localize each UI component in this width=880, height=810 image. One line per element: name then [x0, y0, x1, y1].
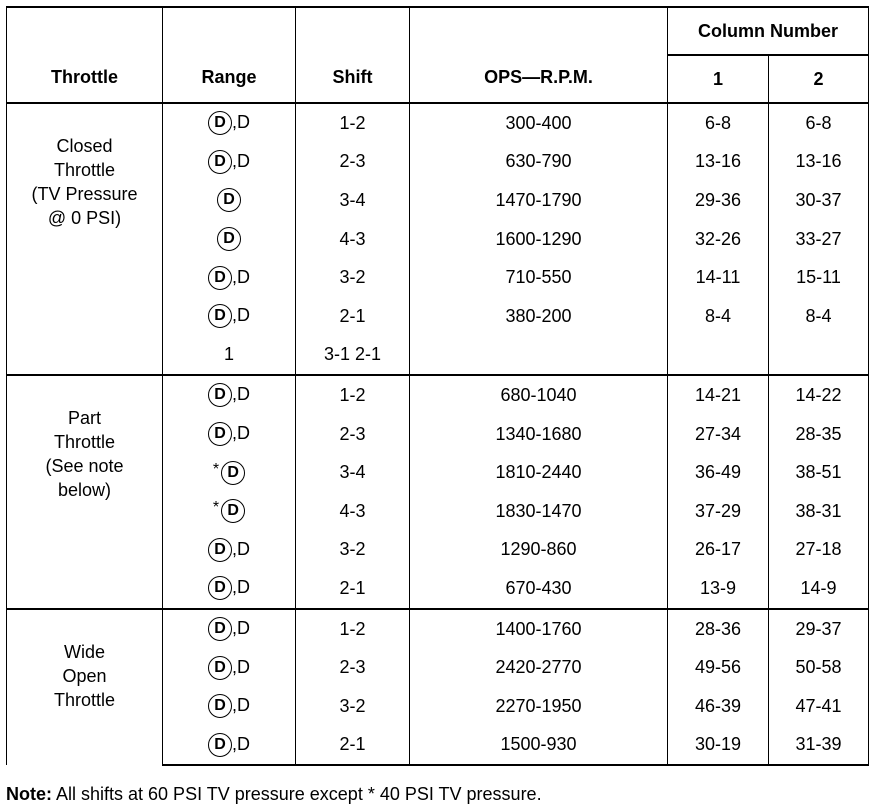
shift-cell: 3-2: [296, 531, 410, 570]
ops-rpm-cell: 300-400: [410, 103, 668, 143]
shift-speed-table: [6, 6, 869, 766]
column-2-cell: 47-41: [769, 687, 869, 726]
throttle-line: (See note: [45, 456, 124, 477]
throttle-line: below): [57, 480, 112, 501]
table-body: [7, 103, 869, 765]
header-ops-rpm: OPS—R.P.M.: [410, 7, 668, 103]
throttle-line: Part: [67, 408, 101, 429]
column-2-cell: 38-31: [769, 492, 869, 531]
range-extra: ,D: [232, 694, 250, 715]
circled-d-icon: D: [208, 733, 232, 757]
throttle-line: Closed: [56, 136, 113, 156]
shift-cell: 2-1: [296, 569, 410, 609]
circled-d-icon: D: [208, 266, 232, 290]
column-1-cell: 32-26: [668, 220, 769, 259]
shift-cell: 2-3: [296, 143, 410, 182]
column-2-cell: 15-11: [769, 258, 869, 297]
circled-d-icon: D: [208, 304, 232, 328]
asterisk-marker: *: [212, 499, 220, 517]
range-cell: [163, 726, 296, 766]
range-cell: [163, 415, 296, 454]
asterisk-marker: *: [212, 460, 220, 478]
range-cell: [163, 453, 296, 492]
column-1-cell: 37-29: [668, 492, 769, 531]
range-text: 1: [223, 344, 234, 365]
shift-cell: 3-4: [296, 181, 410, 220]
column-1-cell: 6-8: [668, 103, 769, 143]
range-cell: [163, 375, 296, 415]
shift-cell: 2-1: [296, 726, 410, 766]
column-2-cell: 28-35: [769, 415, 869, 454]
shift-cell: 3-2: [296, 687, 410, 726]
header-throttle: Throttle: [7, 7, 163, 103]
column-2-cell: 33-27: [769, 220, 869, 259]
range-cell: [163, 648, 296, 687]
note-label: Note:: [6, 784, 52, 804]
note-text: All shifts at 60 PSI TV pressure except * 40 PSI TV pressure.: [52, 784, 542, 804]
table-row: [7, 609, 869, 649]
shift-cell: 2-3: [296, 648, 410, 687]
shift-cell: 4-3: [296, 220, 410, 259]
circled-d-icon: D: [217, 227, 241, 251]
footnote: [6, 784, 542, 805]
range-cell: [163, 220, 296, 259]
range-extra: ,D: [232, 112, 250, 133]
circled-d-icon: D: [208, 538, 232, 562]
range-extra: ,D: [232, 422, 250, 443]
range-cell: [163, 609, 296, 649]
header-range: Range: [163, 7, 296, 103]
range-extra: ,D: [232, 150, 250, 171]
ops-rpm-cell: 1290-860: [410, 531, 668, 570]
header-col-1: 1: [668, 55, 769, 103]
throttle-line: @ 0 PSI): [47, 208, 122, 228]
shift-cell: 2-3: [296, 415, 410, 454]
throttle-line: Throttle: [53, 689, 116, 710]
range-extra: ,D: [232, 384, 250, 405]
range-extra: ,D: [232, 656, 250, 677]
range-cell: [163, 336, 296, 376]
throttle-line: Open: [62, 665, 107, 686]
column-1-cell: 49-56: [668, 648, 769, 687]
range-extra: ,D: [232, 266, 250, 287]
shift-cell: 3-4: [296, 453, 410, 492]
column-1-cell: 14-11: [668, 258, 769, 297]
circled-d-icon: D: [217, 188, 241, 212]
column-2-cell: 50-58: [769, 648, 869, 687]
shift-cell: 1-2: [296, 103, 410, 143]
range-cell: [163, 569, 296, 609]
column-2-cell: 14-22: [769, 375, 869, 415]
range-cell: [163, 181, 296, 220]
throttle-line: Throttle: [53, 432, 116, 453]
column-1-cell: 8-4: [668, 297, 769, 336]
range-cell: [163, 143, 296, 182]
range-cell: [163, 258, 296, 297]
shift-cell: 4-3: [296, 492, 410, 531]
column-1-cell: 36-49: [668, 453, 769, 492]
throttle-line: (TV Pressure: [31, 184, 138, 204]
range-extra: ,D: [232, 733, 250, 754]
circled-d-icon: D: [208, 422, 232, 446]
column-2-cell: 8-4: [769, 297, 869, 336]
throttle-cell: [7, 609, 163, 765]
column-1-cell: 26-17: [668, 531, 769, 570]
ops-rpm-cell: 1340-1680: [410, 415, 668, 454]
ops-rpm-cell: [410, 336, 668, 376]
column-2-cell: 14-9: [769, 569, 869, 609]
circled-d-icon: D: [208, 383, 232, 407]
range-extra: ,D: [232, 617, 250, 638]
range-cell: [163, 103, 296, 143]
range-extra: ,D: [232, 305, 250, 326]
ops-rpm-cell: 710-550: [410, 258, 668, 297]
ops-rpm-cell: 1500-930: [410, 726, 668, 766]
column-2-cell: 30-37: [769, 181, 869, 220]
throttle-line: Throttle: [53, 160, 116, 180]
column-1-cell: [668, 336, 769, 376]
throttle-cell: [7, 103, 163, 375]
ops-rpm-cell: 670-430: [410, 569, 668, 609]
ops-rpm-cell: 1470-1790: [410, 181, 668, 220]
column-2-cell: 29-37: [769, 609, 869, 649]
column-2-cell: 27-18: [769, 531, 869, 570]
column-1-cell: 28-36: [668, 609, 769, 649]
circled-d-icon: D: [208, 150, 232, 174]
ops-rpm-cell: 630-790: [410, 143, 668, 182]
shift-cell: 3-2: [296, 258, 410, 297]
shift-cell: 3-1 2-1: [296, 336, 410, 376]
ops-rpm-cell: 1810-2440: [410, 453, 668, 492]
throttle-line: Wide: [63, 641, 105, 662]
range-cell: [163, 531, 296, 570]
column-2-cell: 38-51: [769, 453, 869, 492]
column-2-cell: [769, 336, 869, 376]
column-2-cell: 13-16: [769, 143, 869, 182]
ops-rpm-cell: 680-1040: [410, 375, 668, 415]
column-1-cell: 27-34: [668, 415, 769, 454]
circled-d-icon: D: [208, 576, 232, 600]
shift-cell: 1-2: [296, 375, 410, 415]
column-1-cell: 13-9: [668, 569, 769, 609]
table-row: [7, 103, 869, 143]
column-1-cell: 46-39: [668, 687, 769, 726]
header-col-2: 2: [769, 55, 869, 103]
ops-rpm-cell: 1400-1760: [410, 609, 668, 649]
column-1-cell: 13-16: [668, 143, 769, 182]
circled-d-icon: D: [208, 111, 232, 135]
shift-cell: 1-2: [296, 609, 410, 649]
range-extra: ,D: [232, 577, 250, 598]
ops-rpm-cell: 1830-1470: [410, 492, 668, 531]
circled-d-icon: D: [208, 656, 232, 680]
range-cell: [163, 687, 296, 726]
column-1-cell: 29-36: [668, 181, 769, 220]
table-row: [7, 375, 869, 415]
circled-d-icon: D: [208, 617, 232, 641]
column-1-cell: 14-21: [668, 375, 769, 415]
circled-d-icon: D: [221, 461, 245, 485]
circled-d-icon: D: [208, 694, 232, 718]
header-column-number: Column Number: [668, 7, 869, 55]
range-cell: [163, 492, 296, 531]
range-cell: [163, 297, 296, 336]
shift-cell: 2-1: [296, 297, 410, 336]
column-2-cell: 31-39: [769, 726, 869, 766]
header-shift: Shift: [296, 7, 410, 103]
ops-rpm-cell: 2420-2770: [410, 648, 668, 687]
column-2-cell: 6-8: [769, 103, 869, 143]
ops-rpm-cell: 1600-1290: [410, 220, 668, 259]
throttle-cell: [7, 375, 163, 609]
column-1-cell: 30-19: [668, 726, 769, 766]
range-extra: ,D: [232, 538, 250, 559]
circled-d-icon: D: [221, 499, 245, 523]
ops-rpm-cell: 380-200: [410, 297, 668, 336]
ops-rpm-cell: 2270-1950: [410, 687, 668, 726]
